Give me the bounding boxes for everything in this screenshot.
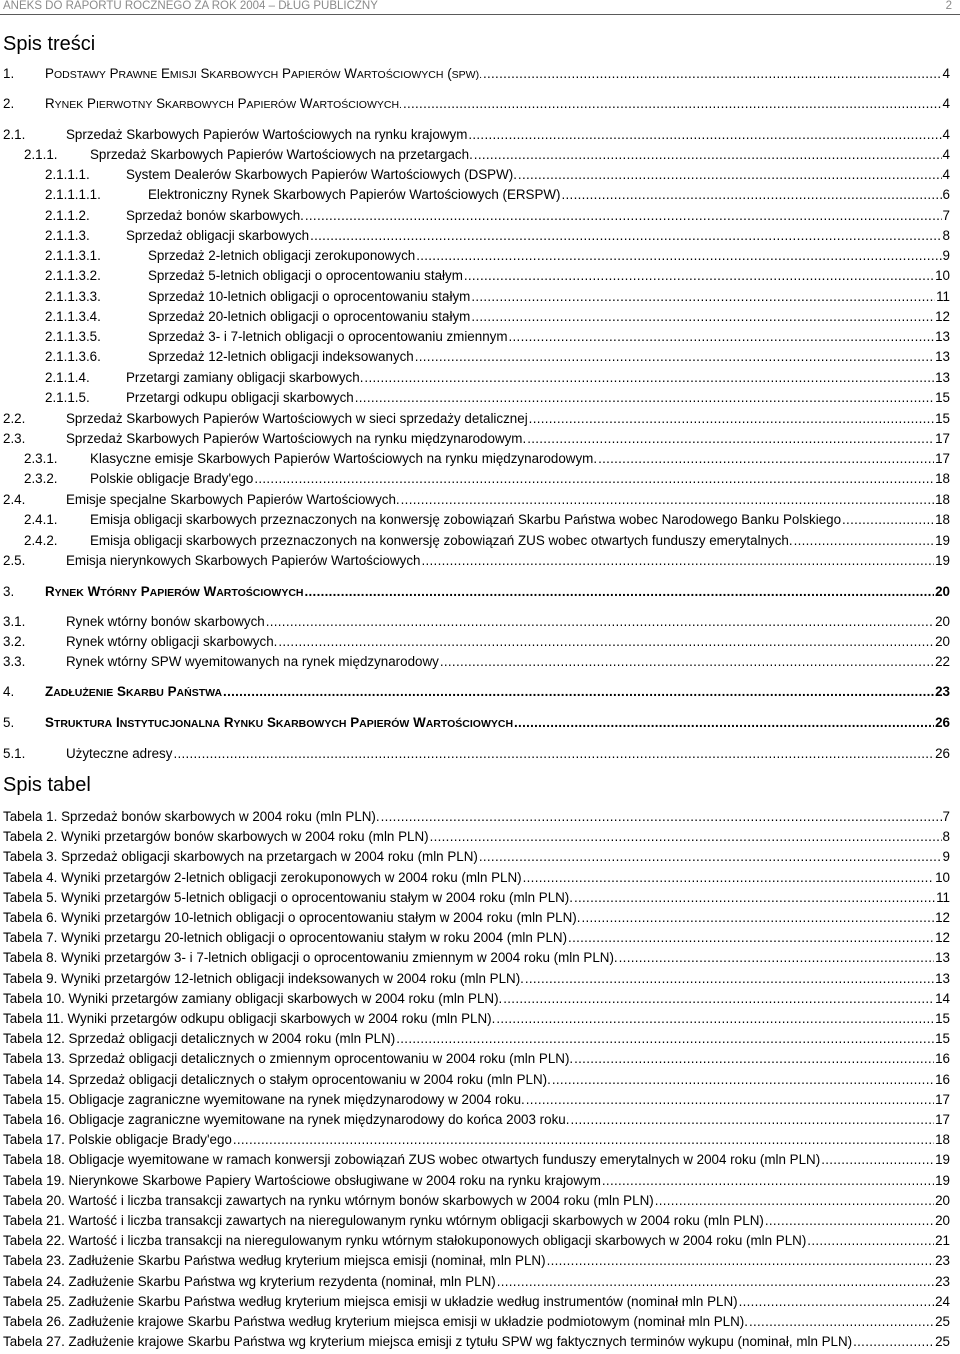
header-page-number: 2 bbox=[945, 0, 952, 12]
toc-entry[interactable] bbox=[0, 167, 950, 183]
dot-leader bbox=[655, 1193, 934, 1209]
table-list-entry[interactable] bbox=[3, 1011, 950, 1027]
dot-leader bbox=[574, 1051, 934, 1067]
toc-entry-title: Sprzedaż obligacji skarbowych bbox=[126, 228, 310, 243]
toc-entry-page: 4 bbox=[942, 66, 950, 81]
dot-leader bbox=[765, 1213, 934, 1229]
toc-entry-number: 2.3.2. bbox=[24, 471, 58, 486]
table-entry-page: 17 bbox=[935, 1112, 950, 1127]
toc-entry-page: 19 bbox=[935, 533, 950, 548]
toc-heading: Spis treści bbox=[3, 33, 96, 55]
toc-entry-page: 9 bbox=[942, 248, 950, 263]
toc-entry[interactable] bbox=[0, 147, 950, 163]
toc-entry-title: Emisje specjalne Skarbowych Papierów Wartościowych. bbox=[66, 492, 400, 507]
table-entry-page: 19 bbox=[935, 1172, 950, 1188]
toc-entry-page: 20 bbox=[935, 614, 950, 629]
dot-leader bbox=[396, 1031, 934, 1047]
toc-entry-page: 13 bbox=[935, 370, 950, 385]
dot-leader bbox=[474, 147, 942, 163]
toc-entry-number: 2.4.2. bbox=[24, 533, 58, 548]
toc-entry-title: Polskie obligacje Brady'ego bbox=[90, 471, 254, 486]
dot-leader bbox=[527, 431, 934, 447]
toc-entry-title: Sprzedaż 5-letnich obligacji o oprocentowaniu stałym bbox=[148, 268, 463, 283]
toc-entry[interactable] bbox=[0, 187, 950, 203]
table-entry-title: Tabela 16. Obligacje zagraniczne wyemitowane na rynek międzynarodowy do końca 2003 roku. bbox=[3, 1112, 570, 1127]
dot-leader bbox=[514, 715, 934, 731]
toc-entry-number: 2.1.1.5. bbox=[45, 390, 90, 405]
toc-entry[interactable] bbox=[0, 228, 950, 244]
table-list-entry[interactable] bbox=[3, 1233, 950, 1249]
dot-leader bbox=[509, 329, 935, 345]
dot-leader bbox=[471, 309, 934, 325]
table-list-entry[interactable] bbox=[3, 910, 950, 926]
dot-leader bbox=[415, 349, 934, 365]
table-list-entry[interactable] bbox=[3, 1193, 950, 1209]
toc-entry-page: 20 bbox=[935, 584, 950, 599]
toc-entry-title: Rynek wtórny obligacji skarbowych. bbox=[66, 634, 278, 649]
table-list-entry[interactable] bbox=[3, 1253, 950, 1269]
toc-entry-number: 5. bbox=[3, 715, 15, 730]
dot-leader bbox=[529, 411, 934, 427]
toc-entry[interactable] bbox=[0, 553, 950, 569]
dot-leader bbox=[518, 167, 942, 183]
table-list-entry[interactable] bbox=[3, 1314, 950, 1330]
dot-leader bbox=[464, 268, 934, 284]
dot-leader bbox=[570, 1112, 934, 1128]
toc-entry-number: 2.1.1.2. bbox=[45, 208, 90, 223]
table-entry-page: 21 bbox=[935, 1233, 950, 1249]
toc-entry-page: 20 bbox=[935, 634, 950, 649]
toc-entry-page: 19 bbox=[935, 553, 950, 568]
toc-entry[interactable] bbox=[0, 289, 950, 305]
toc-entry-page: 11 bbox=[936, 289, 950, 304]
table-entry-title: Tabela 27. Zadłużenie krajowe Skarbu Państwa wg kryterium miejsca emisji z tytułu SPW wg faktycznych terminów wykupu (nominał, mln PLN) bbox=[3, 1334, 853, 1350]
toc-entry-page: 4 bbox=[942, 127, 950, 142]
toc-entry-number: 5.1. bbox=[3, 746, 26, 761]
toc-entry[interactable] bbox=[0, 471, 950, 487]
toc-entry-title: RYNEK WTÓRNY PAPIERÓW WARTOŚCIOWYCH bbox=[45, 584, 304, 599]
toc-entry[interactable] bbox=[0, 451, 950, 467]
dot-leader bbox=[574, 890, 935, 906]
toc-entry-title: System Dealerów Skarbowych Papierów Wartościowych (DSPW). bbox=[126, 167, 517, 182]
dot-leader bbox=[421, 553, 934, 569]
table-list-entry[interactable] bbox=[3, 809, 950, 825]
toc-entry-title: Rynek wtórny bonów skarbowych bbox=[66, 614, 265, 629]
toc-entry-number: 2.3. bbox=[3, 431, 26, 446]
table-list-entry[interactable] bbox=[3, 950, 950, 966]
table-entry-title: Tabela 13. Sprzedaż obligacji detalicznych o zmiennym oprocentowaniu w 2004 roku (mln PLN). bbox=[3, 1051, 574, 1067]
toc-entry-page: 23 bbox=[935, 684, 950, 699]
tables-heading: Spis tabel bbox=[3, 774, 91, 796]
table-entry-page: 23 bbox=[935, 1273, 950, 1289]
toc-entry-number: 2.1.1.3.4. bbox=[45, 309, 101, 324]
table-entry-title: Tabela 25. Zadłużenie Skarbu Państwa według kryterium miejsca emisji w układzie według instrumentów (nominał mln PLN) bbox=[3, 1293, 738, 1309]
table-list-entry[interactable] bbox=[3, 829, 950, 845]
toc-entry-number: 1. bbox=[3, 66, 15, 81]
dot-leader bbox=[233, 1132, 934, 1148]
toc-entry-page: 18 bbox=[935, 512, 950, 527]
dot-leader bbox=[173, 746, 934, 762]
dot-leader bbox=[821, 1152, 934, 1168]
toc-entry-page: 6 bbox=[942, 187, 950, 202]
dot-leader bbox=[483, 66, 942, 82]
toc-entry[interactable] bbox=[0, 268, 950, 284]
dot-leader bbox=[355, 390, 934, 406]
table-entry-title: Tabela 18. Obligacje wyemitowane w ramach konwersji zobowiązań ZUS wobec otwartych funduszy emerytalnych w 2004 roku (mln PLN) bbox=[3, 1152, 821, 1168]
toc-entry-number: 2.1.1.3.6. bbox=[45, 349, 101, 364]
table-entry-title: Tabela 10. Wyniki przetargów zamiany obligacji skarbowych w 2004 roku (mln PLN). bbox=[3, 990, 503, 1006]
dot-leader bbox=[842, 512, 934, 528]
table-entry-page: 24 bbox=[935, 1293, 950, 1309]
table-entry-page: 20 bbox=[935, 1213, 950, 1228]
dot-leader bbox=[525, 971, 934, 987]
table-list-entry[interactable] bbox=[3, 930, 950, 946]
toc-entry[interactable] bbox=[0, 431, 950, 447]
table-entry-title: Tabela 20. Wartość i liczba transakcji zawartych na rynku wtórnym bonów skarbowych w 2004 roku (mln PLN) bbox=[3, 1192, 654, 1208]
toc-entry-page: 17 bbox=[935, 451, 950, 466]
table-entry-title: Tabela 3. Sprzedaż obligacji skarbowych na przetargach w 2004 roku (mln PLN) bbox=[3, 849, 478, 865]
table-entry-title: Tabela 15. Obligacje zagraniczne wyemitowane na rynek międzynarodowy w 2004 roku. bbox=[3, 1091, 525, 1107]
dot-leader bbox=[619, 950, 934, 966]
toc-entry-page: 10 bbox=[935, 268, 950, 283]
table-entry-page: 10 bbox=[935, 869, 950, 885]
table-list-entry[interactable] bbox=[3, 971, 950, 987]
table-entry-title: Tabela 14. Sprzedaż obligacji detalicznych o stałym oprocentowaniu w 2004 roku (mln PLN). bbox=[3, 1071, 551, 1087]
toc-entry-number: 2.1.1.4. bbox=[45, 370, 90, 385]
toc-entry[interactable] bbox=[0, 96, 950, 112]
toc-entry-number: 2.1.1. bbox=[24, 147, 58, 162]
toc-entry-number: 2.1.1.3.5. bbox=[45, 329, 101, 344]
toc-entry-title: Emisja nierynkowych Skarbowych Papierów Wartościowych bbox=[66, 553, 421, 568]
table-entry-title: Tabela 8. Wyniki przetargów 3- i 7-letnich obligacji o oprocentowaniu zmiennym w 2004 roku (mln PLN). bbox=[3, 950, 618, 966]
table-entry-page: 15 bbox=[935, 1011, 950, 1026]
toc-entry[interactable] bbox=[0, 127, 950, 143]
table-entry-page: 13 bbox=[935, 970, 950, 986]
table-entry-title: Tabela 4. Wyniki przetargów 2-letnich obligacji zerokuponowych w 2004 roku (mln PLN) bbox=[3, 869, 522, 885]
dot-leader bbox=[562, 187, 942, 203]
table-entry-title: Tabela 1. Sprzedaż bonów skarbowych w 2004 roku (mln PLN). bbox=[3, 809, 380, 824]
toc-entry-number: 2.4. bbox=[3, 492, 26, 507]
dot-leader bbox=[552, 1072, 934, 1088]
toc-entry-title: Sprzedaż Skarbowych Papierów Wartościowych na przetargach. bbox=[90, 147, 473, 162]
toc-entry-page: 26 bbox=[935, 746, 950, 761]
dot-leader bbox=[254, 471, 934, 487]
toc-entry-number: 2.1. bbox=[3, 127, 26, 142]
toc-entry-title: Przetargi zamiany obligacji skarbowych. bbox=[126, 370, 364, 385]
toc-entry-title: Sprzedaż Skarbowych Papierów Wartościowych na rynku krajowym bbox=[66, 127, 468, 142]
dot-leader bbox=[749, 1314, 934, 1330]
table-list-entry[interactable] bbox=[3, 849, 950, 865]
toc-entry-page: 4 bbox=[942, 167, 950, 182]
table-list-entry[interactable] bbox=[3, 1051, 950, 1067]
dot-leader bbox=[416, 248, 941, 264]
dot-leader bbox=[568, 930, 934, 946]
table-entry-page: 19 bbox=[935, 1152, 950, 1168]
toc-entry[interactable] bbox=[0, 309, 950, 325]
table-list-entry[interactable] bbox=[3, 991, 950, 1007]
table-entry-title: Tabela 2. Wyniki przetargów bonów skarbowych w 2004 roku (mln PLN) bbox=[3, 829, 429, 845]
toc-entry-title: Przetargi odkupu obligacji skarbowych bbox=[126, 390, 354, 405]
dot-leader bbox=[266, 614, 934, 630]
table-list-entry[interactable] bbox=[3, 1334, 950, 1350]
dot-leader bbox=[403, 96, 942, 112]
toc-entry-title: Rynek wtórny SPW wyemitowanych na rynek międzynarodowy bbox=[66, 654, 439, 669]
toc-entry-number: 2.1.1.3. bbox=[45, 228, 90, 243]
table-entry-title: Tabela 6. Wyniki przetargów 10-letnich obligacji o oprocentowaniu stałym w 2004 roku (mln PLN). bbox=[3, 910, 581, 925]
dot-leader bbox=[468, 127, 941, 143]
dot-leader bbox=[223, 684, 934, 700]
table-list-entry[interactable] bbox=[3, 870, 950, 886]
toc-entry[interactable] bbox=[0, 634, 950, 650]
toc-entry-page: 13 bbox=[935, 349, 950, 364]
toc-entry-page: 4 bbox=[942, 96, 950, 111]
toc-entry-page: 15 bbox=[935, 411, 950, 426]
table-entry-page: 18 bbox=[935, 1132, 950, 1148]
dot-leader bbox=[305, 208, 942, 224]
toc-entry[interactable] bbox=[0, 329, 950, 345]
table-entry-page: 7 bbox=[942, 809, 950, 824]
toc-entry-title: Sprzedaż 12-letnich obligacji indeksowanych bbox=[148, 349, 414, 364]
toc-entry-page: 22 bbox=[935, 654, 950, 669]
toc-entry-number: 2.1.1.3.1. bbox=[45, 248, 101, 263]
table-entry-title: Tabela 7. Wyniki przetargu 20-letnich obligacji o oprocentowaniu stałym w roku 2004 (mln PLN) bbox=[3, 930, 568, 946]
table-list-entry[interactable] bbox=[3, 890, 950, 906]
table-entry-title: Tabela 23. Zadłużenie Skarbu Państwa według kryterium miejsca emisji (nominał, mln PLN) bbox=[3, 1253, 546, 1269]
dot-leader bbox=[479, 849, 942, 865]
toc-entry-page: 15 bbox=[935, 390, 950, 405]
table-list-entry[interactable] bbox=[3, 1213, 950, 1229]
table-entry-title: Tabela 9. Wyniki przetargów 12-letnich obligacji indeksowanych w 2004 roku (mln PLN). bbox=[3, 970, 524, 986]
toc-entry[interactable] bbox=[0, 390, 950, 406]
toc-entry-number: 3.2. bbox=[3, 634, 26, 649]
toc-entry-title: Sprzedaż Skarbowych Papierów Wartościowych na rynku międzynarodowym. bbox=[66, 431, 527, 446]
toc-entry[interactable] bbox=[0, 584, 950, 600]
toc-entry[interactable] bbox=[0, 370, 950, 386]
toc-entry-number: 2.3.1. bbox=[24, 451, 58, 466]
toc-entry-title: Elektroniczny Rynek Skarbowych Papierów Wartościowych (ERSPW) bbox=[148, 187, 561, 202]
dot-leader bbox=[853, 1334, 934, 1350]
dot-leader bbox=[523, 870, 934, 886]
toc-entry-number: 2.2. bbox=[3, 411, 26, 426]
toc-entry-number: 4. bbox=[3, 684, 15, 699]
toc-entry-title: Sprzedaż 3- i 7-letnich obligacji o oprocentowaniu zmiennym bbox=[148, 329, 508, 344]
toc-entry-number: 3.3. bbox=[3, 654, 26, 669]
dot-leader bbox=[471, 289, 935, 305]
toc-entry[interactable] bbox=[0, 684, 950, 700]
toc-entry-title: Sprzedaż bonów skarbowych. bbox=[126, 208, 304, 223]
toc-entry-number: 2.1.1.3.3. bbox=[45, 289, 101, 304]
dot-leader bbox=[807, 1233, 934, 1249]
toc-entry-title: PODSTAWY PRAWNE EMISJI SKARBOWYCH PAPIERÓW WARTOŚCIOWYCH (SPW). bbox=[45, 66, 482, 81]
toc-entry-number: 2.5. bbox=[3, 553, 26, 568]
toc-entry-page: 13 bbox=[935, 329, 950, 344]
toc-entry[interactable] bbox=[0, 654, 950, 670]
dot-leader bbox=[364, 370, 934, 386]
table-list-entry[interactable] bbox=[3, 1152, 950, 1168]
table-entry-page: 23 bbox=[935, 1253, 950, 1269]
toc-entry-page: 8 bbox=[942, 228, 950, 243]
toc-entry-page: 12 bbox=[935, 309, 950, 324]
table-entry-page: 25 bbox=[935, 1314, 950, 1329]
table-entry-page: 8 bbox=[942, 829, 950, 845]
dot-leader bbox=[794, 533, 935, 549]
table-list-entry[interactable] bbox=[3, 1274, 950, 1290]
toc-entry[interactable] bbox=[0, 533, 950, 549]
toc-entry-number: 2. bbox=[3, 96, 15, 111]
table-entry-title: Tabela 12. Sprzedaż obligacji detalicznych w 2004 roku (mln PLN) bbox=[3, 1031, 396, 1047]
toc-entry-page: 17 bbox=[935, 431, 950, 446]
toc-entry-number: 3. bbox=[3, 584, 15, 599]
dot-leader bbox=[496, 1011, 934, 1027]
toc-entry-number: 2.1.1.1. bbox=[45, 167, 90, 182]
toc-entry-number: 2.4.1. bbox=[24, 512, 58, 527]
table-entry-page: 15 bbox=[935, 1031, 950, 1047]
dot-leader bbox=[602, 1173, 934, 1189]
table-entry-page: 16 bbox=[935, 1071, 950, 1087]
table-entry-title: Tabela 22. Wartość i liczba transakcji na nieregulowanym rynku wtórnym stałokuponowych obligacji skarbowych w 2004 roku (mln PLN) bbox=[3, 1233, 807, 1249]
toc-entry-title: Emisja obligacji skarbowych przeznaczonych na konwersję zobowiązań ZUS wobec otwartych funduszy emerytalnych. bbox=[90, 533, 793, 548]
table-entry-page: 9 bbox=[942, 849, 950, 865]
table-list-entry[interactable] bbox=[3, 1031, 950, 1047]
toc-entry-title: Emisja obligacji skarbowych przeznaczonych na konwersję zobowiązań Skarbu Państwa wobec Narodowego Banku Polskiego bbox=[90, 512, 842, 527]
toc-entry-title: STRUKTURA INSTYTUCJONALNA RYNKU SKARBOWYCH PAPIERÓW WARTOŚCIOWYCH bbox=[45, 715, 514, 730]
table-entry-title: Tabela 17. Polskie obligacje Brady'ego bbox=[3, 1132, 232, 1148]
table-list-entry[interactable] bbox=[3, 1112, 950, 1128]
dot-leader bbox=[598, 451, 934, 467]
table-list-entry[interactable] bbox=[3, 1294, 950, 1310]
table-list-entry[interactable] bbox=[3, 1173, 950, 1189]
dot-leader bbox=[401, 492, 934, 508]
table-entry-title: Tabela 5. Wyniki przetargów 5-letnich obligacji o oprocentowaniu stałym w 2004 roku (mln PLN). bbox=[3, 889, 573, 905]
toc-entry-title: Sprzedaż 10-letnich obligacji o oprocentowaniu stałym bbox=[148, 289, 471, 304]
table-entry-page: 14 bbox=[935, 990, 950, 1006]
table-list-entry[interactable] bbox=[3, 1092, 950, 1108]
toc-entry-number: 2.1.1.1.1. bbox=[45, 187, 101, 202]
toc-entry-title: Sprzedaż 2-letnich obligacji zerokuponowych bbox=[148, 248, 416, 263]
toc-entry-page: 26 bbox=[935, 715, 950, 730]
toc-entry[interactable] bbox=[0, 66, 950, 82]
dot-leader bbox=[305, 584, 935, 600]
toc-entry-title: Klasyczne emisje Skarbowych Papierów Wartościowych na rynku międzynarodowym. bbox=[90, 451, 598, 466]
toc-entry[interactable] bbox=[0, 614, 950, 630]
toc-entry-title: ZADŁUŻENIE SKARBU PAŃSTWA bbox=[45, 684, 223, 699]
table-entry-title: Tabela 11. Wyniki przetargów odkupu obligacji skarbowych w 2004 roku (mln PLN). bbox=[3, 1011, 496, 1026]
toc-entry-number: 3.1. bbox=[3, 614, 26, 629]
table-entry-page: 12 bbox=[935, 930, 950, 946]
table-entry-page: 17 bbox=[935, 1091, 950, 1107]
dot-leader bbox=[497, 1274, 934, 1290]
toc-entry-page: 18 bbox=[935, 492, 950, 507]
toc-entry[interactable] bbox=[0, 349, 950, 365]
dot-leader bbox=[381, 809, 942, 825]
toc-entry-title: RYNEK PIERWOTNY SKARBOWYCH PAPIERÓW WARTOŚCIOWYCH. bbox=[45, 96, 402, 111]
toc-entry-number: 2.1.1.3.2. bbox=[45, 268, 101, 283]
header-title: ANEKS DO RAPORTU ROCZNEGO ZA ROK 2004 – DŁUG PUBLICZNY bbox=[3, 0, 378, 12]
toc-entry-title: Sprzedaż 20-letnich obligacji o oprocentowaniu stałym bbox=[148, 309, 471, 324]
table-entry-page: 25 bbox=[935, 1334, 950, 1350]
dot-leader bbox=[278, 634, 934, 650]
toc-entry-page: 7 bbox=[942, 208, 950, 223]
toc-entry[interactable] bbox=[0, 512, 950, 528]
toc-entry-title: Sprzedaż Skarbowych Papierów Wartościowych w sieci sprzedaży detalicznej bbox=[66, 411, 528, 426]
toc-entry[interactable] bbox=[0, 746, 950, 762]
toc-entry[interactable] bbox=[0, 248, 950, 264]
dot-leader bbox=[739, 1294, 935, 1310]
dot-leader bbox=[581, 910, 934, 926]
table-entry-page: 11 bbox=[936, 889, 950, 905]
table-entry-title: Tabela 21. Wartość i liczba transakcji zawartych na nieregulowanym rynku wtórnym obligacji skarbowych w 2004 roku (mln PLN) bbox=[3, 1213, 764, 1228]
toc-entry[interactable] bbox=[0, 715, 950, 731]
table-entry-title: Tabela 26. Zadłużenie krajowe Skarbu Państwa według kryterium miejsca emisji w układzie podmiotowym (nominał mln PLN). bbox=[3, 1314, 748, 1329]
dot-leader bbox=[430, 829, 942, 845]
table-entry-page: 20 bbox=[935, 1192, 950, 1208]
dot-leader bbox=[503, 991, 934, 1007]
toc-entry[interactable] bbox=[0, 411, 950, 427]
table-list-entry[interactable] bbox=[3, 1072, 950, 1088]
table-entry-title: Tabela 24. Zadłużenie Skarbu Państwa wg kryterium rezydenta (nominał, mln PLN) bbox=[3, 1273, 496, 1289]
table-list-entry[interactable] bbox=[3, 1132, 950, 1148]
dot-leader bbox=[547, 1253, 935, 1269]
toc-entry-title: Użyteczne adresy bbox=[66, 746, 173, 761]
dot-leader bbox=[440, 654, 934, 670]
table-entry-page: 16 bbox=[935, 1051, 950, 1067]
dot-leader bbox=[310, 228, 941, 244]
page-header bbox=[0, 0, 960, 15]
table-entry-title: Tabela 19. Nierynkowe Skarbowe Papiery Wartościowe obsługiwane w 2004 roku na rynku krajowym bbox=[3, 1172, 601, 1188]
toc-entry-page: 4 bbox=[942, 147, 950, 162]
table-entry-page: 12 bbox=[935, 910, 950, 925]
table-entry-page: 13 bbox=[935, 950, 950, 966]
dot-leader bbox=[526, 1092, 934, 1108]
toc-entry[interactable] bbox=[0, 492, 950, 508]
toc-entry[interactable] bbox=[0, 208, 950, 224]
toc-entry-page: 18 bbox=[935, 471, 950, 486]
